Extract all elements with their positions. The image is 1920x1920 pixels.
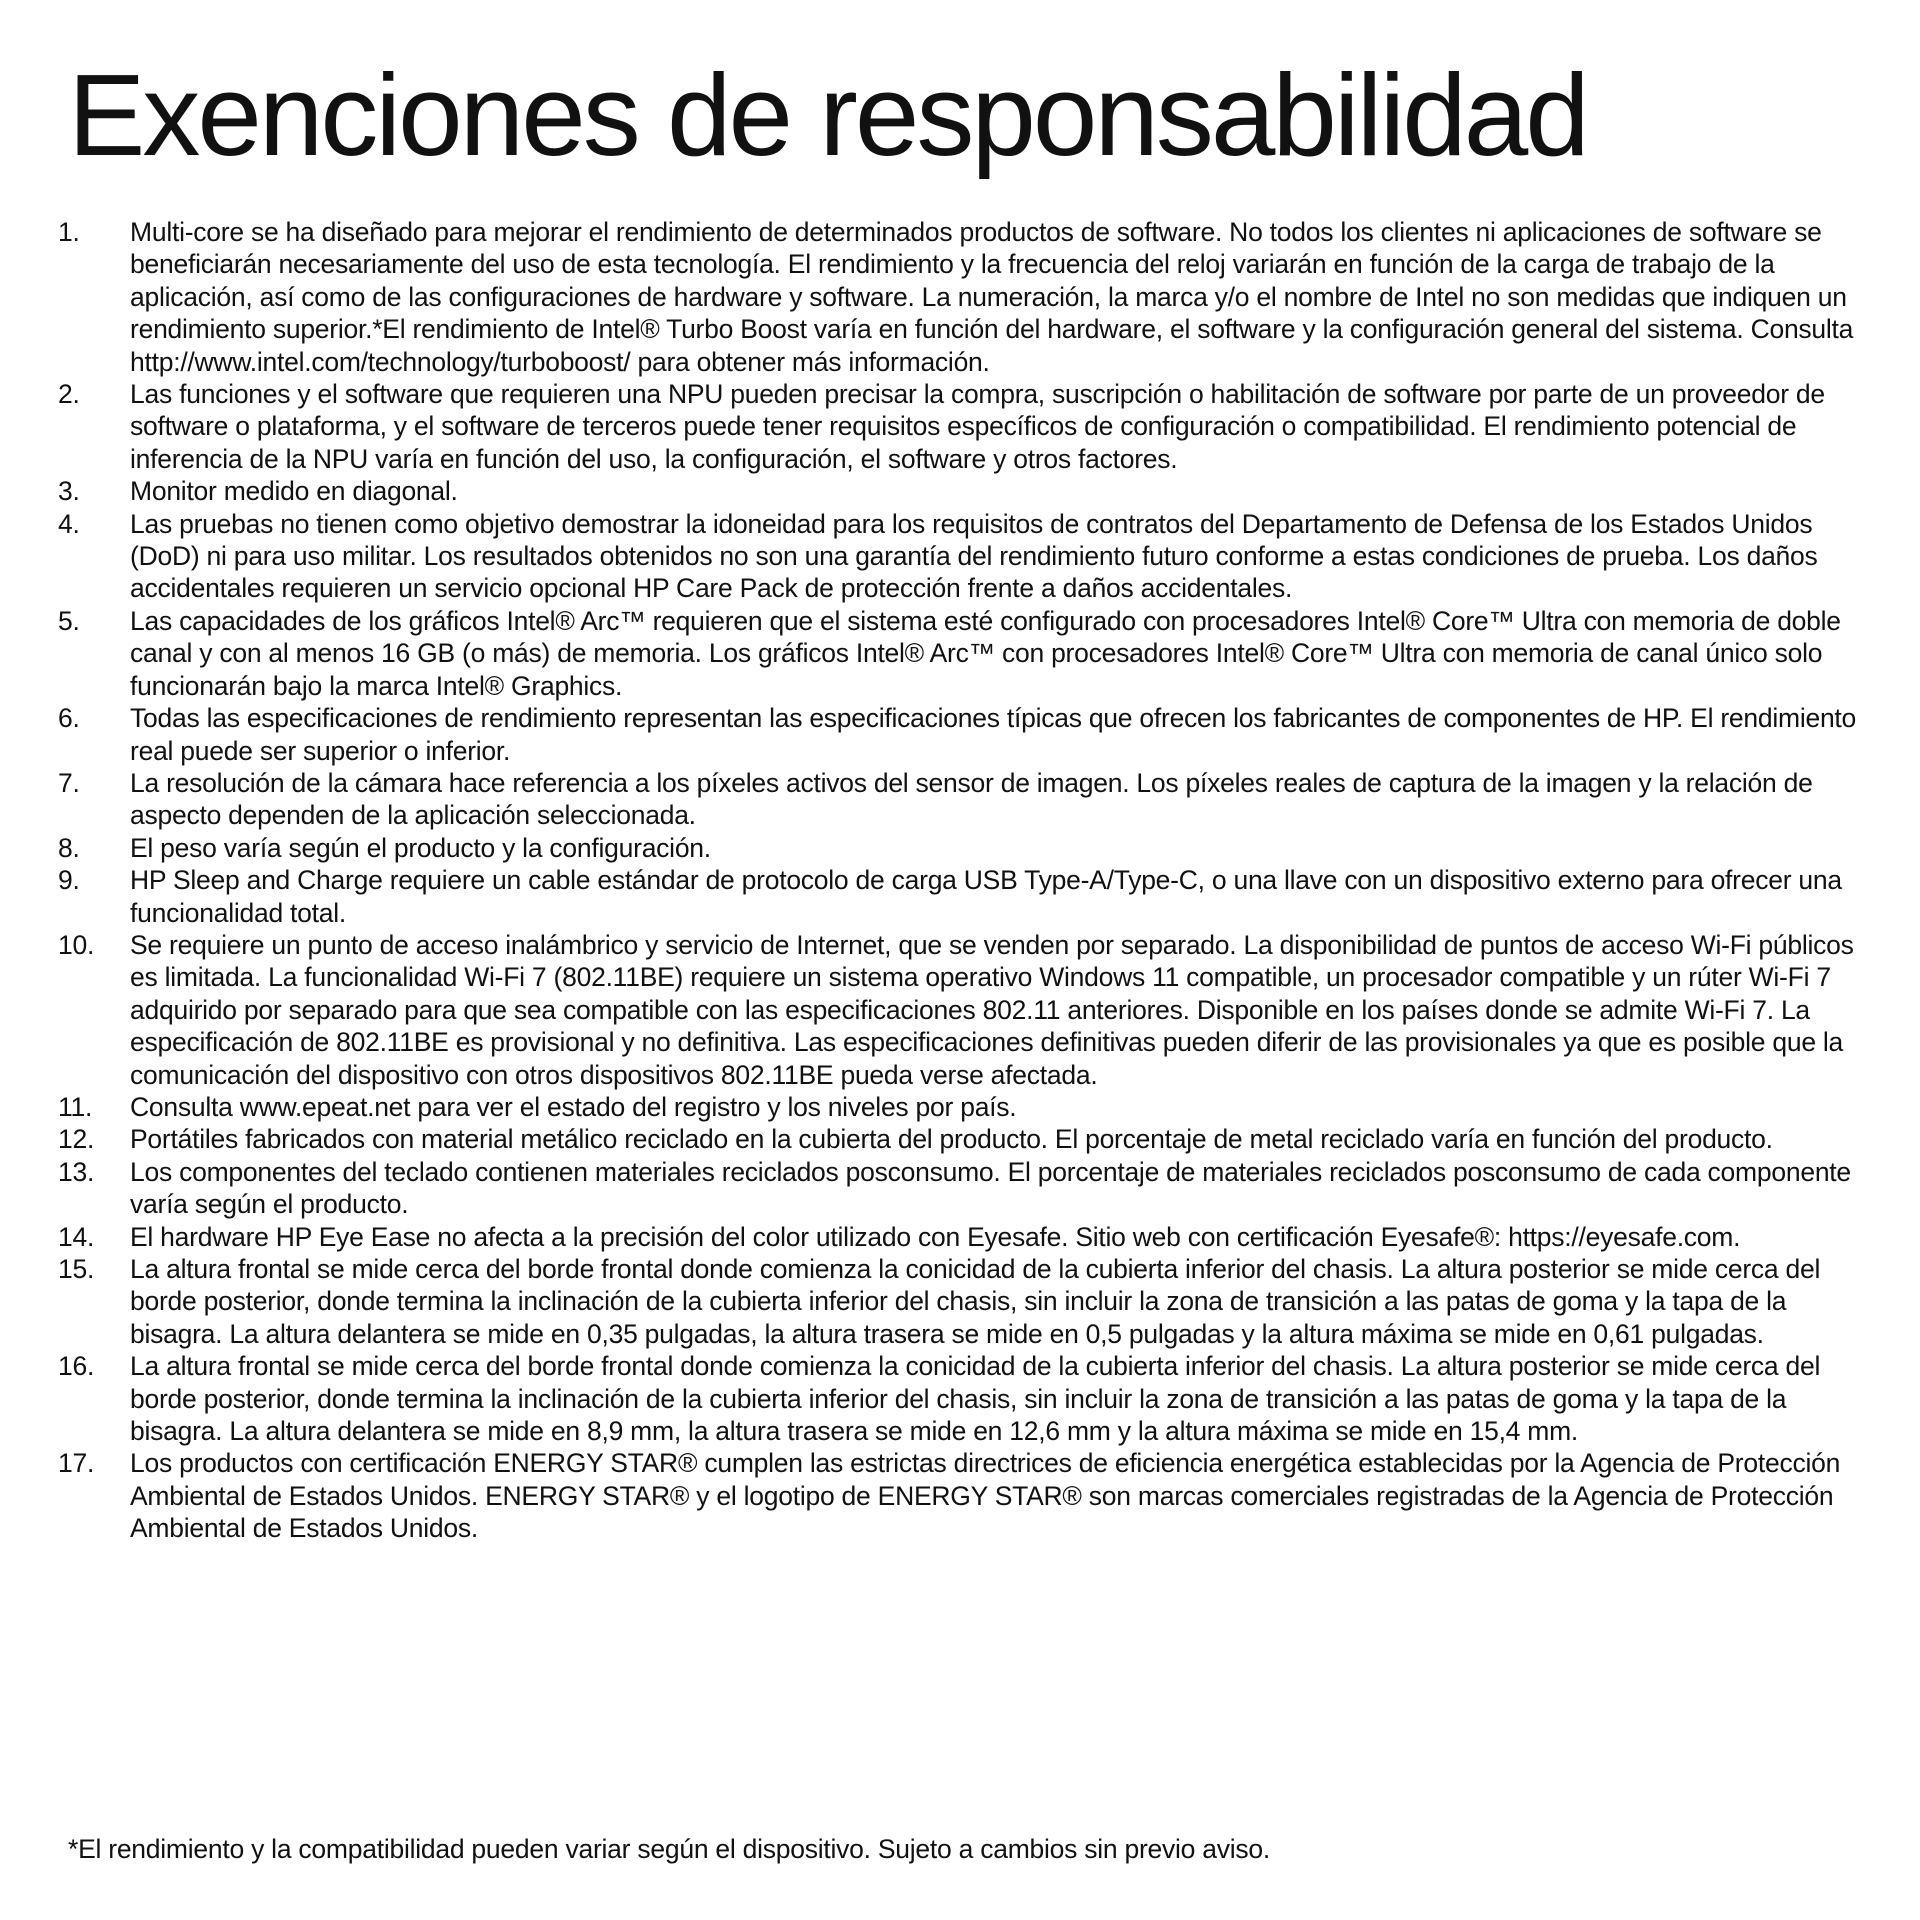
- list-item: [58, 216, 1883, 378]
- item-number: 10.: [58, 929, 95, 960]
- item-number: 15.: [58, 1254, 95, 1284]
- item-number: 4.: [58, 508, 80, 539]
- disclaimer-list: [58, 216, 1883, 1545]
- item-text: Todas las especificaciones de rendimiento representan las especificaciones típicas que ofrecen los fabricantes de componentes de HP. El rendimiento real puede ser superior o inferior.: [130, 703, 1857, 766]
- item-text: HP Sleep and Charge requiere un cable estándar de protocolo de carga USB Type-A/Type-C, o una llave con un dispositivo externo para ofrecer una funcionalidad total.: [130, 865, 1842, 928]
- item-number: 16.: [58, 1351, 95, 1382]
- item-text: Multi-core se ha diseñado para mejorar el rendimiento de determinados productos de software. No todos los clientes ni aplicaciones de software se beneficiarán necesariamente del uso de esta tecnología. El rendimiento y la frecuencia del reloj variarán en función de la carga de trabajo de la aplicación, así como de las configuraciones de hardware y software. La numeración, la marca y/o el nombre de Intel no son medidas que indiquen un rendimiento superior.*El rendimiento de Intel® Turbo Boost varía en función del hardware, el software y la configuración general del sistema. Consulta http://www.intel.com/technology/turboboost/ para obtener más información.: [130, 217, 1854, 377]
- item-number: 17.: [58, 1448, 95, 1479]
- list-item: [58, 1350, 1883, 1447]
- item-text: La altura frontal se mide cerca del borde frontal donde comienza la conicidad de la cubierta inferior del chasis. La altura posterior se mide cerca del borde posterior, donde termina la inclinación de la cubierta inferior del chasis, sin incluir la zona de transición a las patas de goma y la tapa de la bisagra. La altura delantera se mide en 0,35 pulgadas, la altura trasera se mide en 0,5 pulgadas y la altura máxima se mide en 0,61 pulgadas.: [130, 1254, 1821, 1349]
- item-text: El hardware HP Eye Ease no afecta a la precisión del color utilizado con Eyesafe. Sitio web con certificación Eyesafe®: https://eyesafe.com.: [130, 1221, 1741, 1252]
- item-text: Monitor medido en diagonal.: [130, 476, 458, 507]
- item-text: Portátiles fabricados con material metálico reciclado en la cubierta del producto. El porcentaje de metal reciclado varía en función del producto.: [130, 1124, 1773, 1155]
- item-number: 9.: [58, 865, 80, 896]
- list-item: [58, 767, 1883, 832]
- list-item: [58, 508, 1883, 605]
- item-number: 14.: [58, 1221, 95, 1252]
- item-text: Los componentes del teclado contienen materiales reciclados posconsumo. El porcentaje de materiales reciclados posconsumo de cada componente varía según el producto.: [130, 1156, 1851, 1220]
- list-item: [58, 605, 1883, 702]
- list-item: [58, 1156, 1883, 1221]
- page-title: Exenciones de responsabilidad: [68, 50, 1587, 180]
- item-text: Las funciones y el software que requieren una NPU pueden precisar la compra, suscripción o habilitación de software por parte de un proveedor de software o plataforma, y el software de terceros puede tener requisitos específicos de configuración o compatibilidad. El rendimiento potencial de inferencia de la NPU varía en función del uso, la configuración, el software y otros factores.: [130, 379, 1825, 474]
- item-text: Consulta www.epeat.net para ver el estado del registro y los niveles por país.: [130, 1091, 1017, 1122]
- item-text: Se requiere un punto de acceso inalámbrico y servicio de Internet, que se venden por separado. La disponibilidad de puntos de acceso Wi-Fi públicos es limitada. La funcionalidad Wi-Fi 7 (802.11BE) requiere un sistema operativo Windows 11 compatible, un procesador compatible y un rúter Wi-Fi 7 adquirido por separado para que sea compatible con las especificaciones 802.11 anteriores. Disponible en los países donde se admite Wi-Fi 7. La especificación de 802.11BE es provisional y no definitiva. Las especificaciones definitivas pueden diferir de las provisionales ya que es posible que la comunicación del dispositivo con otros dispositivos 802.11BE pueda verse afectada.: [130, 929, 1854, 1090]
- item-number: 1.: [58, 217, 80, 247]
- list-item: [58, 1123, 1883, 1155]
- footnote: *El rendimiento y la compatibilidad pueden variar según el dispositivo. Sujeto a cambios sin previo aviso.: [68, 1834, 1270, 1864]
- item-number: 13.: [58, 1156, 95, 1187]
- item-number: 5.: [58, 605, 80, 636]
- list-item: [58, 929, 1883, 1091]
- item-text: La resolución de la cámara hace referencia a los píxeles activos del sensor de imagen. Los píxeles reales de captura de la imagen y la relación de aspecto dependen de la aplicación seleccionada.: [130, 767, 1813, 831]
- item-number: 6.: [58, 703, 80, 734]
- list-item: [58, 378, 1883, 475]
- item-text: Las pruebas no tienen como objetivo demostrar la idoneidad para los requisitos de contratos del Departamento de Defensa de los Estados Unidos (DoD) ni para uso militar. Los resultados obtenidos no son una garantía del rendimiento futuro conforme a estas condiciones de prueba. Los daños accidentales requieren un servicio opcional HP Care Pack de protección frente a daños accidentales.: [130, 508, 1818, 604]
- item-number: 12.: [58, 1124, 95, 1155]
- item-number: 8.: [58, 832, 80, 863]
- item-number: 7.: [58, 767, 80, 798]
- item-number: 2.: [58, 379, 80, 410]
- list-item: [58, 475, 1883, 507]
- list-item: [58, 702, 1883, 767]
- item-text: La altura frontal se mide cerca del borde frontal donde comienza la conicidad de la cubierta inferior del chasis. La altura posterior se mide cerca del borde posterior, donde termina la inclinación de la cubierta inferior del chasis, sin incluir la zona de transición a las patas de goma y la tapa de la bisagra. La altura delantera se mide en 8,9 mm, la altura trasera se mide en 12,6 mm y la altura máxima se mide en 15,4 mm.: [130, 1351, 1821, 1447]
- list-item: [58, 1091, 1883, 1123]
- item-text: Los productos con certificación ENERGY STAR® cumplen las estrictas directrices de eficiencia energética establecidas por la Agencia de Protección Ambiental de Estados Unidos. ENERGY STAR® y el logotipo de ENERGY STAR® son marcas comerciales registradas de la Agencia de Protección Ambiental de Estados Unidos.: [130, 1448, 1841, 1544]
- item-text: El peso varía según el producto y la configuración.: [130, 832, 711, 863]
- list-item: [58, 1447, 1883, 1544]
- list-item: [58, 1221, 1883, 1253]
- item-number: 11.: [58, 1091, 93, 1122]
- item-number: 3.: [58, 476, 80, 507]
- list-item: [58, 864, 1883, 929]
- item-text: Las capacidades de los gráficos Intel® Arc™ requieren que el sistema esté configurado con procesadores Intel® Core™ Ultra con memoria de doble canal y con al menos 16 GB (o más) de memoria. Los gráficos Intel® Arc™ con procesadores Intel® Core™ Ultra con memoria de canal único solo funcionarán bajo la marca Intel® Graphics.: [130, 605, 1841, 701]
- list-item: [58, 832, 1883, 864]
- list-item: [58, 1253, 1883, 1350]
